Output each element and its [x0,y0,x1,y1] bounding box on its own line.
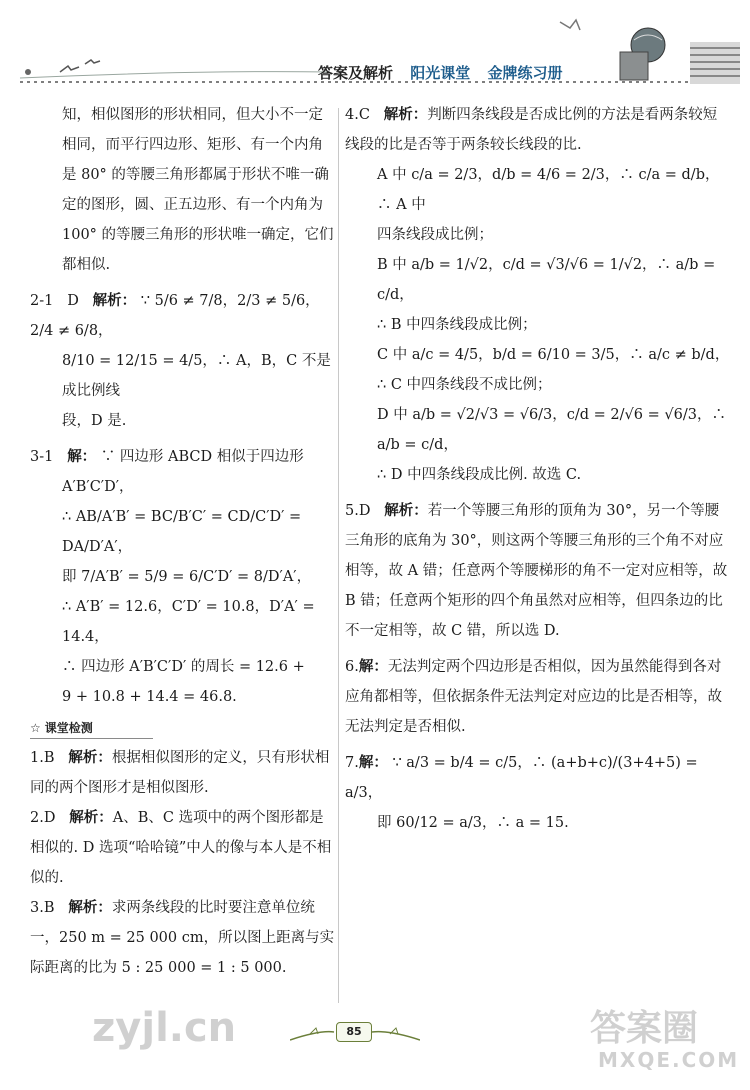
text-line: ∵ 四边形 ABCD 相似于四边形 [100,449,304,465]
formula-line: ∵ a/3 = b/4 = c/5，∴ (a+b+c)/(3+4+5) = a/3， [345,755,698,801]
question-number: 5.D [345,503,371,519]
text-line: 四条线段成比例； [377,227,493,243]
question-number: 3.B [30,900,55,916]
watermark-logo: 答案圈 [590,1008,699,1049]
solution-label: 解： [358,755,388,771]
question-number: 2.D [30,810,56,826]
check-2 [30,803,335,893]
header-decoration [0,0,750,100]
formula-line: ∴ 四边形 A′B′C′D′ 的周长 = 12.6 + [62,659,305,675]
answer-3-1 [30,442,335,472]
analysis-label: 解析： [384,503,428,519]
bird-icon [560,20,580,30]
formula-line: ∴ AB/A′B′ = BC/B′C′ = CD/C′D′ = DA/D′A′， [62,509,302,555]
section-title: 课堂检测 [44,721,93,735]
answer-2-1 [30,286,335,346]
formula-line: 14.4， [62,629,109,645]
watermark-text: zyjl.cn [92,1005,237,1051]
formula-line: A 中 c/a = 2/3，d/b = 4/6 = 2/3，∴ c/a = d/b，∴ A 中 [377,167,720,213]
text-line: A′B′C′D′， [62,479,134,495]
star-icon: ☆ [30,721,41,735]
text-line: 段，D 是. [62,413,127,429]
question-number: 1.B [30,750,55,766]
series-name: 金牌练习册 [487,64,563,82]
page-header [0,0,750,100]
continued-paragraph: 知，相似图形的形状相同，但大小不一定相同，而平行四边形、矩形、有一个内角是 80° 的等腰三角形都属于形状不唯一确定的图形，圆、正五边形、有一个内角为 100° 的等腰三角形的形状唯一确定，它们都相似. [62,107,334,273]
page-footer [290,1018,420,1048]
formula-line: 8/10 = 12/15 = 4/5，∴ A，B，C 不是成比例线 [62,353,331,399]
analysis-label: 解析： [383,107,428,123]
question-number: 2-1 [30,293,54,309]
section-label: 答案及解析 [318,64,394,82]
formula-line: 即 7/A′B′ = 5/9 = 6/C′D′ = 8/D′A′， [62,569,312,585]
analysis-text: A、B、C 选项中的两个图形都是相似的. D 选项“哈哈镜”中人的像与本人是不相似的. [30,810,332,886]
answer-6 [345,652,730,742]
question-number: 3-1 [30,449,54,465]
question-number: 7. [345,755,359,771]
section-heading [30,718,153,739]
bird-icon [60,66,79,72]
solution-label: 解： [67,449,97,465]
answer-5 [345,496,730,646]
column-divider [338,108,339,1003]
analysis-label: 解析： [69,810,113,826]
analysis-text: 判断四条线段是否成比例的方法是看两条较短线段的比是否等于两条较长线段的比. [345,107,718,153]
formula-line: ∵ 5/6 ≠ 7/8，2/3 ≠ 5/6，2/4 ≠ 6/8， [30,293,320,339]
analysis-label: 解析： [68,750,112,766]
formula-line: 即 60/12 = a/3，∴ a = 15. [377,815,569,831]
text-line: ∴ D 中四条线段成比例. 故选 C. [377,467,582,483]
page-number: 85 [336,1022,372,1042]
question-number: 6. [345,659,359,675]
formula-line: ∴ A′B′ = 12.6，C′D′ = 10.8，D′A′ = [62,599,315,615]
solution-label: 解： [358,659,388,675]
formula-line: 9 + 10.8 + 14.4 = 46.8. [62,689,237,705]
analysis-label: 解析： [92,293,137,309]
right-column [345,100,730,838]
bird-icon [85,60,100,64]
answer-4 [345,100,730,160]
solution-text: 无法判定两个四边形是否相似，因为虽然能得到各对应角都相等，但依据条件无法判定对应边的比是否相等，故无法判定是否相似. [345,659,722,735]
analysis-text: 若一个等腰三角形的顶角为 30°，另一个等腰三角形的底角为 30°，则这两个等腰三角形的三个角不对应相等，故 A 错；任意两个等腰梯形的角不一定对应相等，故 B 错；任意两个矩形的四个角虽然对应相等，但四条边的比不一定相等，故 C 错，所以选 D. [345,503,728,639]
check-3 [30,893,335,983]
answer-choice: D [67,293,79,309]
header-title [318,62,575,83]
text-line: ∴ B 中四条线段成比例； [377,317,537,333]
formula-line: C 中 a/c = 4/5，b/d = 6/10 = 3/5，∴ a/c ≠ b/d， [377,347,730,363]
analysis-label: 解析： [68,900,112,916]
formula-line: D 中 a/b = √2/√3 = √6/3，c/d = 2/√6 = √6/3，∴ a/b = c/d， [377,407,726,453]
analysis-text: 求两条线段的比时要注意单位统一，250 m = 25 000 cm，所以图上距离与实际距离的比为 5 : 25 000 = 1 : 5 000. [30,900,335,976]
formula-line: B 中 a/b = 1/√2，c/d = √3/√6 = 1/√2，∴ a/b = c/d， [377,257,716,303]
answer-7 [345,748,730,808]
check-1 [30,743,335,803]
analysis-text: 根据相似图形的定义，只有形状相同的两个图形才是相似图形. [30,750,330,796]
left-column [30,100,335,983]
watermark-url: MXQE.COM [598,1048,740,1072]
book-name: 阳光课堂 [410,64,471,82]
text-line: ∴ C 中四条线段不成比例； [377,377,552,393]
question-number: 4.C [345,107,370,123]
